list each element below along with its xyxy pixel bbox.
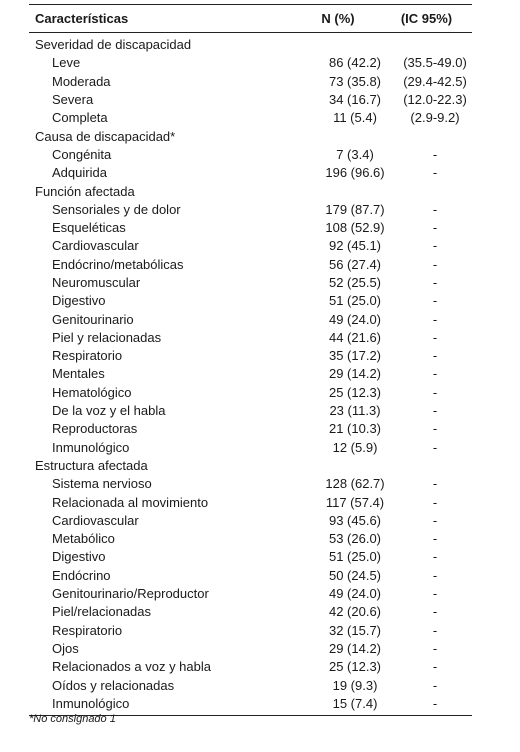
row-ci: - (432, 329, 438, 345)
row-ci: (12.0-22.3) (403, 92, 467, 108)
row-label: Endócrino (52, 567, 111, 583)
row-ci: - (432, 640, 438, 656)
row-ci: - (432, 549, 438, 565)
table-row (29, 146, 472, 164)
row-ci: (35.5-49.0) (403, 55, 467, 71)
row-label: Digestivo (52, 293, 106, 309)
row-n-percent: 49 (24.0) (328, 586, 382, 602)
row-n-percent: 7 (3.4) (336, 146, 374, 162)
row-ci: - (432, 384, 438, 400)
row-n-percent: 56 (27.4) (328, 256, 382, 272)
row-label: Metabólico (52, 531, 115, 547)
table-row (29, 585, 472, 603)
row-label: Respiratorio (52, 622, 123, 638)
table-row (29, 274, 472, 292)
table-row (29, 530, 472, 548)
row-ci: - (432, 476, 438, 492)
row-ci: (2.9-9.2) (410, 110, 460, 126)
row-n-percent: 52 (25.5) (328, 275, 382, 290)
table-row (29, 548, 472, 566)
row-n-percent: 117 (57.4) (325, 494, 385, 510)
row-label: Esqueléticas (52, 220, 126, 236)
row-ci: (29.4-42.5) (403, 73, 467, 89)
category-row (29, 127, 472, 145)
row-n-percent: 49 (24.0) (328, 311, 382, 327)
row-label: Causa de discapacidad* (35, 128, 176, 144)
row-label: Congénita (52, 146, 112, 162)
row-n-percent: 51 (25.0) (328, 293, 382, 309)
table-row (29, 512, 472, 530)
row-label: Genitourinario (52, 311, 134, 327)
row-label: Inmunológico (52, 695, 130, 711)
table-row (29, 475, 472, 493)
row-ci: - (432, 512, 438, 528)
row-n-percent: 15 (7.4) (332, 695, 378, 711)
row-ci: - (432, 695, 438, 711)
row-n-percent: 23 (11.3) (329, 403, 381, 419)
row-label: De la voz y el habla (52, 403, 166, 419)
row-ci: - (432, 146, 438, 162)
row-ci: - (432, 293, 438, 309)
row-n-percent: 34 (16.7) (328, 92, 382, 108)
row-n-percent: 25 (12.3) (328, 659, 382, 675)
row-label: Sensoriales y de dolor (52, 201, 181, 217)
row-label: Completa (52, 110, 108, 126)
row-label: Moderada (52, 73, 111, 89)
row-ci: - (432, 165, 438, 181)
table-row (29, 493, 472, 511)
table-row (29, 54, 472, 72)
row-ci: - (432, 275, 438, 290)
row-n-percent: 179 (87.7) (325, 201, 385, 217)
table-row (29, 603, 472, 621)
row-label: Severidad de discapacidad (35, 37, 192, 53)
row-n-percent: 12 (5.9) (332, 439, 378, 455)
table-row (29, 310, 472, 328)
row-ci: - (432, 531, 438, 547)
row-n-percent: 21 (10.3) (328, 421, 382, 437)
row-ci: - (432, 421, 438, 437)
table-row (29, 292, 472, 310)
table-row (29, 256, 472, 274)
row-n-percent: 86 (42.2) (328, 55, 382, 71)
table-row (29, 402, 472, 420)
table-row (29, 695, 472, 713)
row-ci: - (432, 238, 438, 254)
table-header-row (29, 5, 472, 32)
row-n-percent: 11 (5.4) (333, 110, 377, 126)
table-row (29, 439, 472, 457)
row-n-percent: 50 (24.5) (328, 567, 382, 583)
row-ci: - (432, 622, 438, 638)
table-footnote: *No consignado 1 (29, 713, 116, 725)
row-label: Inmunológico (52, 439, 130, 455)
row-n-percent: 29 (14.2) (328, 366, 382, 382)
header-characteristics: Características (35, 11, 129, 26)
row-n-percent: 73 (35.8) (328, 73, 382, 89)
row-label: Leve (52, 55, 81, 71)
row-ci: - (432, 494, 438, 510)
table-row (29, 219, 472, 237)
row-n-percent: 128 (62.7) (325, 476, 385, 492)
row-n-percent: 32 (15.7) (328, 622, 382, 638)
characteristics-table (29, 4, 472, 716)
category-row (29, 36, 472, 54)
category-row (29, 457, 472, 475)
row-n-percent: 53 (26.0) (328, 531, 382, 547)
row-n-percent: 19 (9.3) (332, 677, 378, 693)
row-n-percent: 196 (96.6) (325, 165, 385, 181)
row-ci: - (432, 311, 438, 327)
row-ci: - (432, 567, 438, 583)
row-n-percent: 92 (45.1) (328, 238, 382, 254)
row-ci: - (432, 604, 438, 620)
row-label: Cardiovascular (52, 238, 139, 254)
row-label: Severa (52, 92, 94, 108)
table-row (29, 420, 472, 438)
row-label: Mentales (52, 366, 105, 382)
table-row (29, 567, 472, 585)
table-row (29, 622, 472, 640)
header-n-percent: N (%) (321, 11, 355, 26)
table-row (29, 347, 472, 365)
table-row (29, 73, 472, 91)
row-ci: - (432, 677, 438, 693)
row-label: Respiratorio (52, 348, 123, 364)
row-label: Oídos y relacionadas (52, 677, 175, 693)
row-label: Digestivo (52, 549, 106, 565)
row-ci: - (432, 201, 438, 217)
table-row (29, 365, 472, 383)
row-n-percent: 93 (45.6) (328, 512, 382, 528)
table-row (29, 237, 472, 255)
row-label: Genitourinario/Reproductor (52, 586, 209, 602)
table-row (29, 164, 472, 182)
row-n-percent: 42 (20.6) (328, 604, 382, 620)
row-label: Relacionados a voz y habla (52, 659, 211, 675)
row-n-percent: 44 (21.6) (328, 329, 382, 345)
row-label: Reproductoras (52, 421, 138, 437)
row-n-percent: 51 (25.0) (328, 549, 382, 565)
row-ci: - (432, 439, 438, 455)
row-n-percent: 35 (17.2) (328, 348, 382, 364)
table-row (29, 91, 472, 109)
row-n-percent: 29 (14.2) (328, 640, 382, 656)
category-row (29, 182, 472, 200)
table-row (29, 384, 472, 402)
table-row (29, 640, 472, 658)
table-row (29, 676, 472, 694)
row-label: Cardiovascular (52, 512, 139, 528)
table-row (29, 109, 472, 127)
table-row (29, 201, 472, 219)
row-label: Función afectada (35, 183, 135, 199)
row-label: Estructura afectada (35, 457, 148, 473)
row-label: Endócrino/metabólicas (52, 256, 184, 272)
row-label: Hematológico (52, 384, 132, 400)
row-ci: - (432, 256, 438, 272)
row-ci: - (432, 220, 438, 236)
table-row (29, 658, 472, 676)
row-ci: - (432, 586, 438, 602)
row-n-percent: 108 (52.9) (325, 220, 385, 236)
table-row (29, 329, 472, 347)
row-ci: - (432, 659, 438, 675)
row-n-percent: 25 (12.3) (328, 384, 382, 400)
row-label: Piel/relacionadas (52, 604, 152, 620)
row-ci: - (432, 366, 438, 382)
table-body (29, 33, 472, 713)
row-ci: - (432, 403, 438, 419)
header-ci: (IC 95%) (400, 11, 453, 26)
row-label: Piel y relacionadas (52, 329, 162, 345)
row-label: Sistema nervioso (52, 476, 152, 492)
row-label: Ojos (52, 640, 79, 656)
row-label: Adquirida (52, 165, 107, 181)
row-label: Relacionada al movimiento (52, 494, 209, 510)
row-label: Neuromuscular (52, 275, 141, 290)
row-ci: - (432, 348, 438, 364)
